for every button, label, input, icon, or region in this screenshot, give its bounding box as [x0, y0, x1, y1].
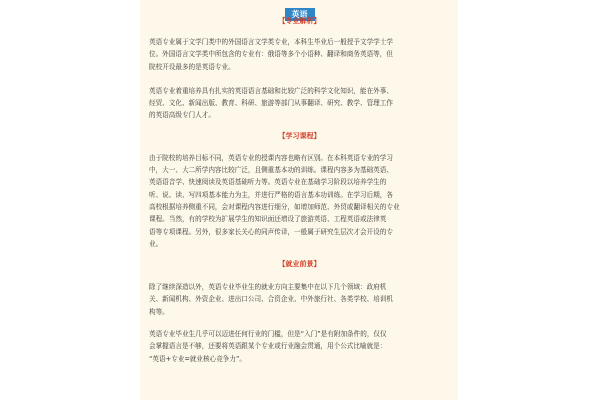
text-line: “英语+专业=就业核心竞争力”。 [149, 354, 247, 363]
text-line: 构等。 [149, 307, 169, 316]
text-line: 院校开设最多的是英语专业。 [149, 62, 235, 71]
text-line: 的英语高级专门人才。 [149, 111, 215, 120]
text-line: 英语语音学、快速阅读及英语基础听力等。英语专业在基础学习阶段以培养学生的 [149, 178, 387, 187]
section-heading-analysis: 【专业解析】 [278, 17, 321, 25]
text-line: 经贸、文化、新闻出版、教育、科研、旅游等部门从事翻译、研究、教学、管理工作 [149, 99, 393, 108]
paragraph [149, 85, 450, 122]
text-line: 由于院校的培养目标不同，英语专业的授课内容也略有区别。在本科英语专业的学习 [149, 153, 393, 162]
text-line: 语等专项课程。另外，很多家长关心的同声传译，一般属于研究生层次才会开设的专 [149, 227, 393, 236]
text-line: 听、说、读、写四项基本能力为主，并进行严格的语言基本功训练。在学习后期，各 [149, 190, 393, 199]
paragraph [149, 281, 450, 318]
page-title-badge: 英语 [285, 8, 315, 21]
title-wrap [149, 2, 450, 17]
paragraph [149, 152, 450, 250]
text-line: 中，大一、大二所学内容比较广泛，且侧重基本功的训练。课程内容多为基础英语、 [149, 166, 393, 175]
text-line: 英语专业属于文学门类中的外国语言文学类专业，本科生毕业后一般授予文学学士学 [149, 38, 393, 46]
text-line: 除了继续深造以外，英语专业毕业生的就业方向主要集中在以下几个领域：政府机 [149, 283, 387, 292]
text-line: 课程。当然，有的学校为扩展学生的知识面还增设了旅游英语、工程英语或法律英 [149, 215, 387, 224]
section-heading-careers: 【就业前景】 [278, 260, 321, 269]
article-panel [140, 0, 458, 400]
text-line: 英语专业着重培养具有扎实的英语语言基础和比较广泛的科学文化知识，能在外事、 [149, 86, 393, 95]
text-line: 关、新闻机构、外资企业、进出口公司、合资企业、中外旅行社、各类学校、培训机 [149, 295, 393, 304]
paragraph [149, 36, 450, 73]
section-heading-courses: 【学习课程】 [278, 131, 321, 140]
text-line: 高校根据培养侧重不同，会对课程内容进行细分，如增加师范、外贸或翻译相关的专业 [149, 202, 400, 211]
text-line: 位。外国语言文学类中所包含的专业有：俄语等多个小语种、翻译和商务英语等，但 [149, 50, 393, 59]
paragraph [149, 328, 450, 365]
text-line: 业。 [149, 239, 163, 248]
text-line: 会掌握语言是不够，还要将英语跟某个专业或行业融会贯通，用个公式比喻就是： [149, 342, 387, 351]
text-line: 英语专业毕业生几乎可以迈进任何行业的门槛，但是“入门”是有附加条件的，仅仅 [149, 330, 387, 339]
